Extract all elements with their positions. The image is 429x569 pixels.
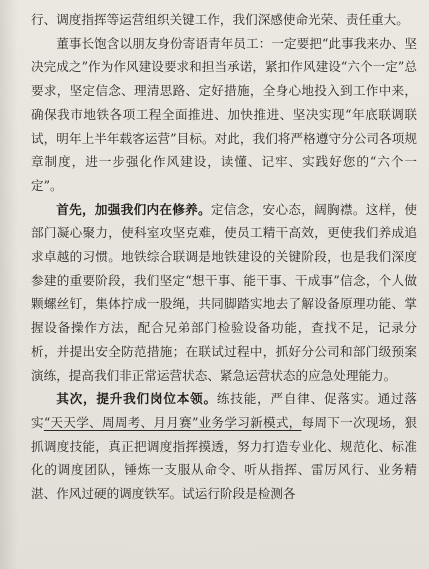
paragraph-text: 练技能，严自律、促落实。通过落实	[31, 391, 418, 430]
document-body	[31, 8, 417, 506]
paragraph-continued: 行、调度指挥等运营组织关键工作，我们深感使命光荣、责任重大。	[31, 12, 409, 27]
underlined-learning-model: “天天学、周周考、月月赛”业务学习新模式，	[43, 414, 302, 430]
section-heading-first: 首先，加强我们内在修养。	[56, 201, 211, 217]
page-edge-shadow	[0, 0, 18, 569]
section-heading-second: 其次，提升我们岗位本领。	[56, 391, 217, 407]
paragraph-inner-cultivation	[31, 198, 417, 388]
paragraph-text: 定信念，安心态，阔胸襟。这样，使部门凝心聚力，使科室攻坚克难，使员工精干高效，更使我们养成追求卓越的习惯。地铁综合联调是地铁建设的关键阶段，也是我们深度参建的重要阶段，我们坚定“想干事、能干事、干成事”信念，个人做颗螺丝钉，集体拧成一股绳，共同脚踏实地去了解设备原理功能、掌握设备操作方法，配合兄弟部门检验设备功能，查找不足，记录分析，并提出安全防范措施；在联试过程中，抓好分公司和部门级预案演练，提高我们非正常运营状态、紧急运营状态的应急处理能力。	[31, 201, 418, 383]
paragraph-text: 每周下一次现场，狠抓调度技能，真正把调度指挥摸透，努力打造专业化、规范化、标准化的调度团队，锤炼一支服从命令、听从指挥、雷厉风行、业务精湛、作风过硬的调度铁军。试运行阶段是检测各	[31, 414, 417, 502]
paragraph-chairman-message: 董事长饱含以朋友身份寄语青年员工：一定要把“此事我来办、坚决完成之”作为作风建设要求和担当承诺，紧扣作风建设“六个一定”总要求，坚定信念、理清思路、定好措施，全身心地投入到工作中来，确保我市地铁各项工程全面推进、加快推进、坚决实现“年底联调联试，明年上半年载客运营”目标。对此，我们将严格遵守分公司各项规章制度，进一步强化作风建设，读懂、记牢、实践好您的“六个一定”。	[31, 35, 417, 193]
paragraph-job-skills	[31, 387, 417, 506]
